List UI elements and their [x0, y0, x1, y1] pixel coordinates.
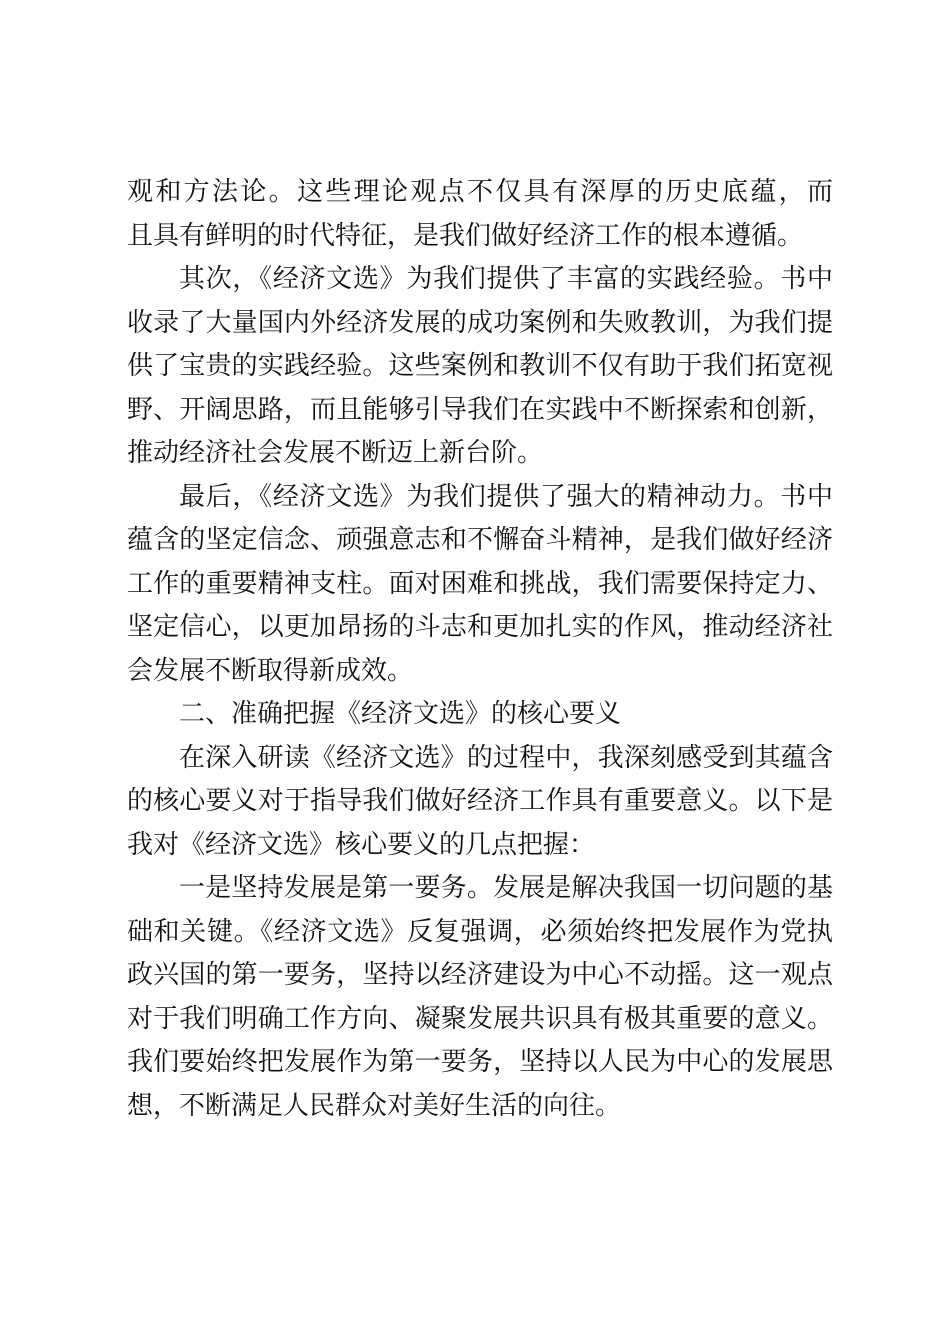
paragraph-continuation — [127, 171, 833, 258]
document-body — [127, 171, 833, 1128]
text-line: 最后，《经济文选》为我们提供了强大的精神动力。书中 — [179, 481, 833, 512]
text-line: 收录了大量国内外经济发展的成功案例和失败教训，为我们提 — [127, 307, 833, 338]
section-heading — [127, 693, 833, 737]
paragraph-practice-experience — [127, 258, 833, 476]
text-line: 供了宝贵的实践经验。这些案例和教训不仅有助于我们拓宽视 — [127, 351, 833, 381]
text-line: 想，不断满足人民群众对美好生活的向往。 — [127, 1090, 622, 1121]
text-line: 一是坚持发展是第一要务。发展是解决我国一切问题的基 — [179, 873, 833, 903]
text-line: 坚定信心，以更加昂扬的斗志和更加扎实的作风，推动经济社 — [127, 612, 833, 642]
text-line: 且具有鲜明的时代特征，是我们做好经济工作的根本遵循。 — [127, 220, 804, 251]
paragraph-intro-core — [127, 737, 833, 868]
text-line: 对于我们明确工作方向、凝聚发展共识具有极其重要的意义。 — [127, 1003, 833, 1034]
text-line: 我们要始终把发展作为第一要务，坚持以人民为中心的发展思 — [127, 1047, 833, 1077]
paragraph-spiritual-power — [127, 476, 833, 694]
text-line: 观和方法论。这些理论观点不仅具有深厚的历史底蕴，而 — [127, 177, 833, 207]
text-line: 会发展不断取得新成效。 — [127, 655, 414, 686]
section-heading-text: 二、准确把握《经济文选》的核心要义 — [179, 699, 622, 729]
text-line: 在深入研读《经济文选》的过程中，我深刻感受到其蕴含 — [179, 742, 833, 773]
text-line: 推动经济社会发展不断迈上新台阶。 — [127, 438, 544, 468]
text-line: 工作的重要精神支柱。面对困难和挑战，我们需要保持定力、 — [127, 568, 833, 599]
text-line: 其次，《经济文选》为我们提供了丰富的实践经验。书中 — [179, 264, 833, 294]
paragraph-development-first — [127, 867, 833, 1128]
text-line: 政兴国的第一要务，坚持以经济建设为中心不动摇。这一观点 — [127, 960, 833, 990]
text-line: 蕴含的坚定信念、顽强意志和不懈奋斗精神，是我们做好经济 — [127, 525, 833, 555]
text-line: 野、开阔思路，而且能够引导我们在实践中不断探索和创新， — [127, 394, 833, 425]
text-line: 础和关键。《经济文选》反复强调，必须始终把发展作为党执 — [127, 916, 833, 947]
text-line: 我对《经济文选》核心要义的几点把握： — [127, 829, 596, 860]
text-line: 的核心要义对于指导我们做好经济工作具有重要意义。以下是 — [127, 786, 833, 816]
